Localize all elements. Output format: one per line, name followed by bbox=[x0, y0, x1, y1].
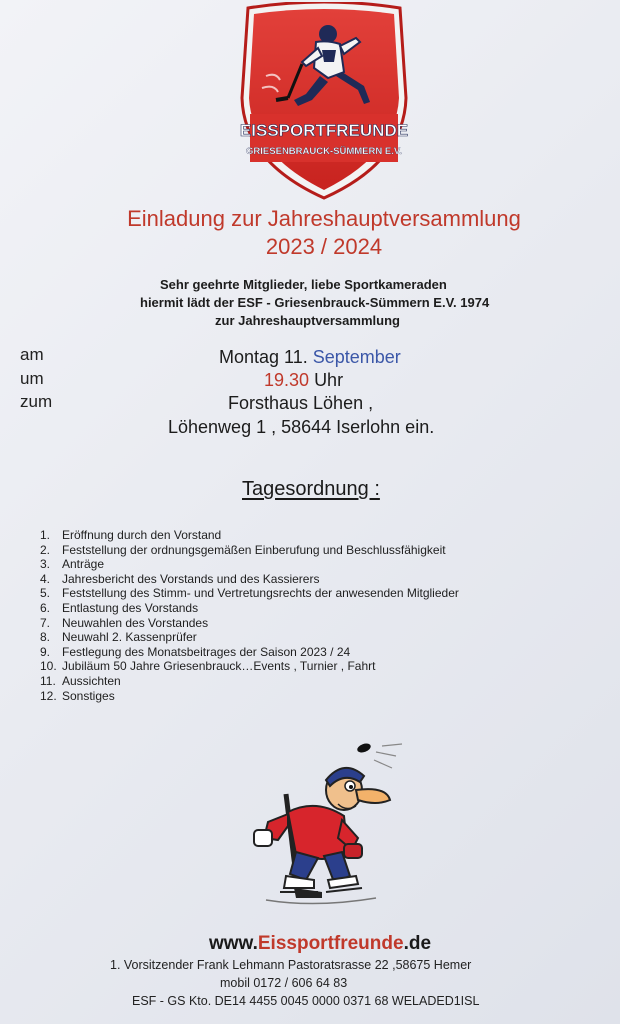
agenda-item-text: Entlastung des Vorstands bbox=[62, 600, 199, 615]
agenda-item bbox=[40, 528, 459, 543]
agenda-item-number: 2. bbox=[40, 542, 51, 557]
agenda-item bbox=[40, 557, 459, 572]
logo-text-main: EISSPORTFREUNDE bbox=[239, 121, 409, 140]
event-month: September bbox=[312, 347, 401, 367]
agenda-item bbox=[40, 543, 459, 558]
agenda-item bbox=[40, 616, 459, 631]
event-time-suffix: Uhr bbox=[314, 370, 344, 390]
meeting-line: zur Jahreshauptversammlung bbox=[215, 313, 400, 328]
season-title: 2023 / 2024 bbox=[265, 234, 383, 259]
agenda-item bbox=[40, 601, 459, 616]
agenda-item-text: Anträge bbox=[62, 557, 105, 572]
website-link[interactable] bbox=[0, 933, 620, 955]
agenda-item bbox=[40, 572, 459, 587]
event-address: Löhenweg 1 , 58644 Iserlohn ein. bbox=[168, 417, 435, 437]
agenda-item bbox=[40, 630, 459, 645]
agenda-item-text: Eröffnung durch den Vorstand bbox=[62, 528, 222, 542]
agenda-item bbox=[40, 659, 459, 674]
event-time-value: 19.30 bbox=[264, 370, 310, 390]
logo-text-sub: GRIESENBRAUCK-SÜMMERN E.V. bbox=[246, 146, 402, 157]
event-time bbox=[264, 370, 343, 391]
web-prefix: www. bbox=[208, 933, 258, 954]
invite-line: hiermit lädt der ESF - Griesenbrauck-Sümmern E.V. 1974 bbox=[140, 295, 490, 310]
hockey-mascot-icon bbox=[226, 742, 416, 907]
agenda-item-number: 7. bbox=[40, 615, 51, 630]
agenda-item-text: Feststellung der ordnungsgemäßen Einberufung und Beschlussfähigkeit bbox=[62, 542, 446, 557]
agenda-item-number: 1. bbox=[40, 528, 51, 542]
greeting-line: Sehr geehrte Mitglieder, liebe Sportkameraden bbox=[160, 277, 447, 292]
chairman-address: 1. Vorsitzender Frank Lehmann Pastoratsrasse 22 ,58675 Hemer bbox=[110, 958, 472, 972]
label-um: um bbox=[20, 369, 44, 388]
invitation-title: Einladung zur Jahreshauptversammlung bbox=[127, 206, 521, 231]
agenda-item-number: 6. bbox=[40, 600, 51, 615]
agenda-item-text: Neuwahl 2. Kassenprüfer bbox=[62, 630, 197, 645]
agenda-item-text: Aussichten bbox=[62, 673, 121, 688]
agenda-item-text: Neuwahlen des Vorstandes bbox=[62, 615, 209, 630]
event-venue: Forsthaus Löhen , bbox=[228, 393, 374, 413]
agenda-item-text: Feststellung des Stimm- und Vertretungsrechts der anwesenden Mitglieder bbox=[62, 586, 459, 601]
agenda-item bbox=[40, 645, 459, 660]
agenda-item-number: 9. bbox=[40, 644, 51, 659]
agenda-item bbox=[40, 674, 459, 689]
agenda-item-number: 5. bbox=[40, 586, 51, 601]
web-brand: Eissportfreunde bbox=[257, 933, 404, 954]
agenda-item-number: 12. bbox=[40, 688, 57, 703]
label-zum: zum bbox=[20, 392, 53, 411]
agenda-item-number: 8. bbox=[40, 630, 51, 645]
agenda-item-text: Sonstiges bbox=[62, 688, 115, 703]
event-date bbox=[219, 347, 401, 368]
agenda-item-text: Festlegung des Monatsbeitrages der Saison 2023 / 24 bbox=[62, 644, 351, 659]
event-day: Montag 11. bbox=[219, 347, 308, 367]
agenda-item bbox=[40, 689, 459, 704]
agenda-item-number: 3. bbox=[40, 557, 51, 572]
agenda-title: Tagesordnung : bbox=[242, 478, 380, 500]
mobile-number: mobil 0172 / 606 64 83 bbox=[220, 976, 348, 990]
label-am: am bbox=[20, 345, 44, 364]
agenda-item-number: 4. bbox=[40, 571, 51, 586]
club-logo bbox=[236, 2, 412, 202]
bank-account: ESF - GS Kto. DE14 4455 0045 0000 0371 68 WELADED1ISL bbox=[132, 994, 480, 1008]
agenda-list bbox=[40, 528, 459, 703]
agenda-item bbox=[40, 586, 459, 601]
agenda-item-text: Jahresbericht des Vorstands und des Kassierers bbox=[62, 571, 320, 586]
agenda-item-text: Jubiläum 50 Jahre Griesenbrauck…Events , Turnier , Fahrt bbox=[62, 659, 376, 674]
agenda-item-number: 10. bbox=[40, 659, 57, 674]
agenda-item-number: 11. bbox=[40, 673, 56, 688]
web-suffix: .de bbox=[403, 933, 432, 954]
